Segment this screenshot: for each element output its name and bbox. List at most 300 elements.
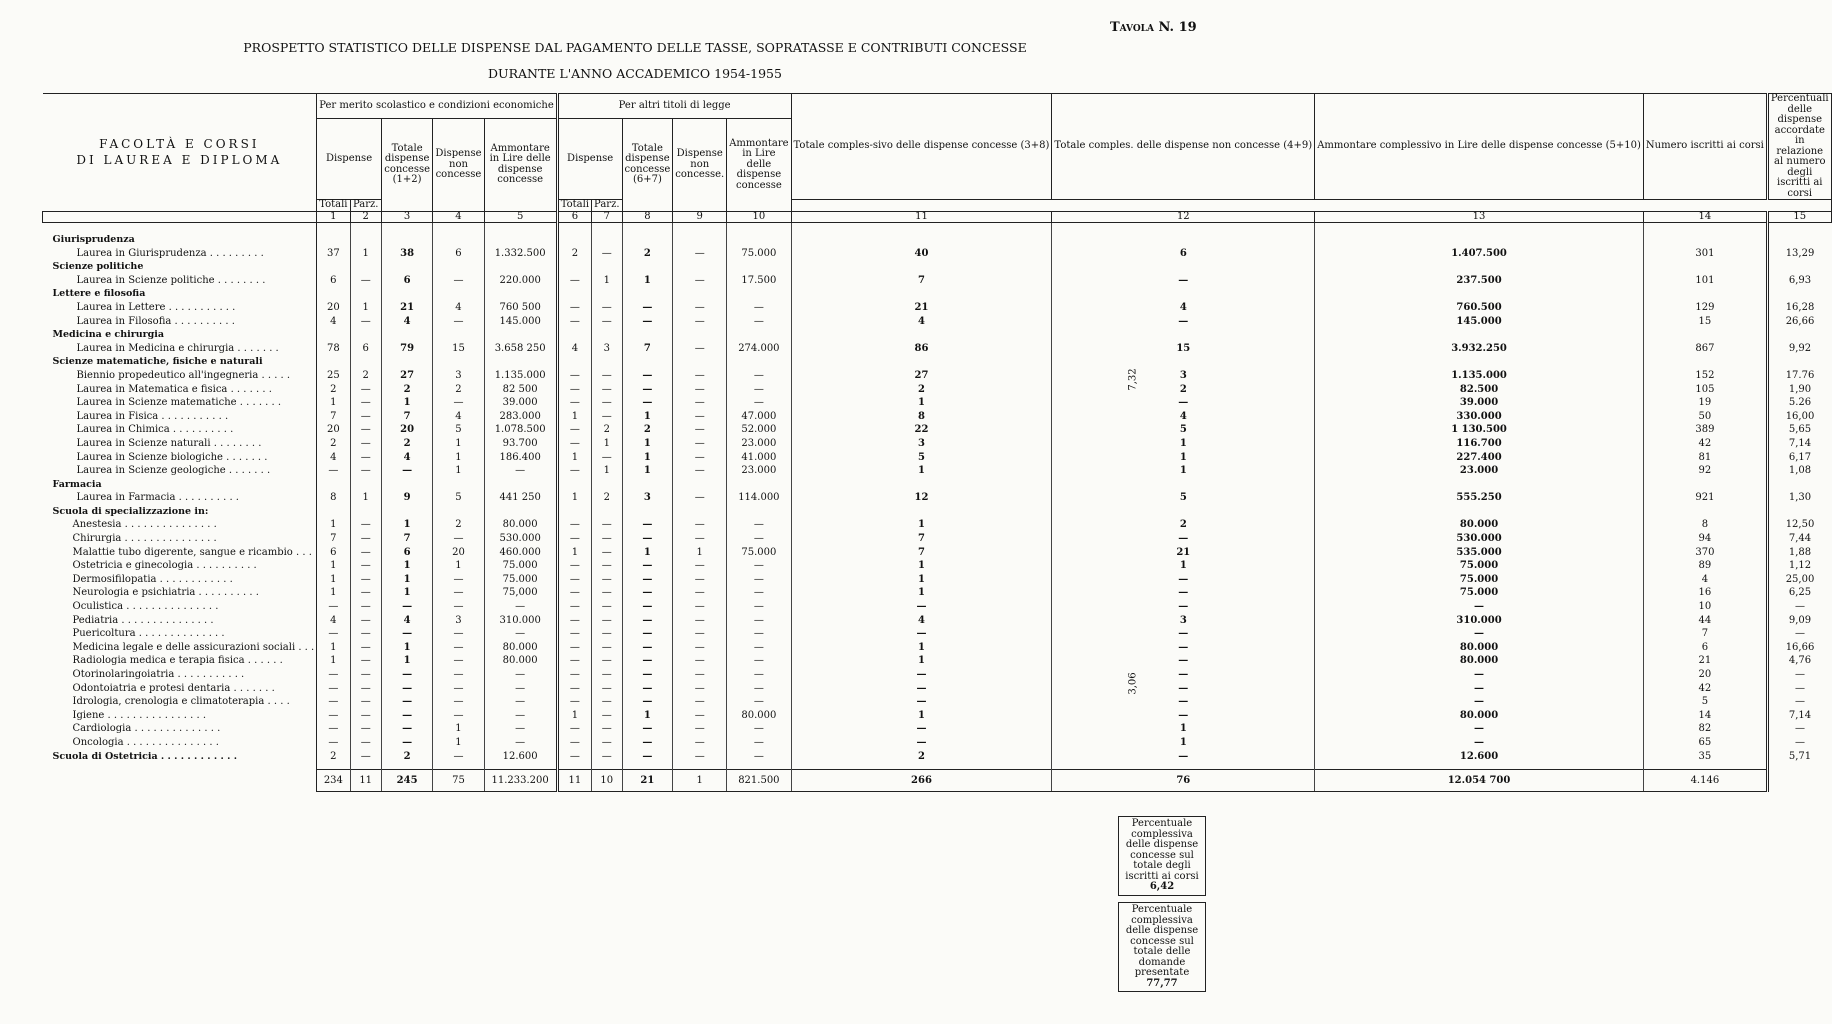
cell-col-15: 9,09	[1767, 614, 1831, 628]
cell-col-10	[727, 478, 791, 492]
cell-col-12: —	[1052, 682, 1315, 696]
cell-col-15: 5.26	[1767, 396, 1831, 410]
cell-col-1: 4	[317, 451, 350, 465]
cell-col-3: 4	[381, 315, 433, 329]
spacer-cell	[673, 223, 727, 234]
cell-col-14	[1643, 505, 1767, 519]
cell-col-5: —	[484, 709, 557, 723]
cell-col-6: 2	[557, 247, 591, 261]
cell-col-14: 21	[1643, 654, 1767, 668]
cell-col-9: —	[673, 301, 727, 315]
table-row	[43, 641, 1832, 655]
cell-col-13: 75.000	[1315, 586, 1644, 600]
cell-col-9: —	[673, 586, 727, 600]
cell-col-12	[1052, 287, 1315, 301]
cell-col-7: 2	[592, 423, 622, 437]
cell-col-14: 42	[1643, 437, 1767, 451]
cell-col-1: —	[317, 722, 350, 736]
cell-col-7: —	[592, 600, 622, 614]
cell-col-1: 1	[317, 654, 350, 668]
cell-col-1: —	[317, 736, 350, 750]
cell-col-14: 89	[1643, 559, 1767, 573]
cell-col-3: 7	[381, 410, 433, 424]
cell-col-14	[1643, 233, 1767, 247]
cell-col-15: 12,50	[1767, 518, 1831, 532]
cell-col-8: —	[622, 627, 673, 641]
totals-row	[43, 769, 1832, 792]
cell-col-11: 27	[791, 369, 1052, 383]
cell-col-2: —	[350, 315, 381, 329]
cell-col-2	[350, 287, 381, 301]
group2-side-value: 3,06	[1127, 672, 1139, 695]
cell-col-4: —	[433, 709, 484, 723]
cell-col-8: —	[622, 301, 673, 315]
cell-col-10: —	[727, 301, 791, 315]
summary-box-iscritti-value: 6,42	[1149, 881, 1175, 892]
cell-col-3	[381, 328, 433, 342]
cell-col-10	[727, 287, 791, 301]
cell-col-2	[350, 355, 381, 369]
cell-col-10: 75.000	[727, 247, 791, 261]
cell-col-4: 2	[433, 383, 484, 397]
cell-col-5	[484, 287, 557, 301]
cell-col-1: 7	[317, 410, 350, 424]
cell-col-14	[1643, 260, 1767, 274]
cell-col-2: —	[350, 736, 381, 750]
cell-col-7	[592, 505, 622, 519]
cell-col-15	[1767, 355, 1831, 369]
cell-col-2	[350, 233, 381, 247]
cell-col-10: —	[727, 750, 791, 764]
cell-col-8: 3	[622, 491, 673, 505]
cell-col-2: —	[350, 627, 381, 641]
cell-col-15: 7,14	[1767, 437, 1831, 451]
cell-col-8: —	[622, 654, 673, 668]
cell-col-3: —	[381, 709, 433, 723]
cell-col-14: 867	[1643, 342, 1767, 356]
cell-col-15	[1767, 260, 1831, 274]
cell-col-10: 17.500	[727, 274, 791, 288]
cell-col-9: —	[673, 410, 727, 424]
column-number: 7	[592, 211, 622, 223]
cell-col-11: 3	[791, 437, 1052, 451]
cell-col-3: 1	[381, 396, 433, 410]
column-number: 1	[317, 211, 350, 223]
cell-col-1: 6	[317, 546, 350, 560]
cell-col-4: —	[433, 641, 484, 655]
cell-col-8	[622, 287, 673, 301]
section-row	[43, 355, 1832, 369]
cell-col-1: 20	[317, 301, 350, 315]
cell-col-6: —	[557, 274, 591, 288]
cell-col-10: 75.000	[727, 546, 791, 560]
cell-col-15: 26,66	[1767, 315, 1831, 329]
cell-col-9	[673, 328, 727, 342]
row-name: Anestesia . . . . . . . . . . . . . . .	[43, 518, 317, 532]
table-row	[43, 722, 1832, 736]
cell-col-2: —	[350, 518, 381, 532]
cell-col-15: 5,65	[1767, 423, 1831, 437]
cell-col-12: 15	[1052, 342, 1315, 356]
cell-col-5: —	[484, 668, 557, 682]
cell-col-15: —	[1767, 722, 1831, 736]
cell-col-7: 1	[592, 437, 622, 451]
cell-col-2	[350, 328, 381, 342]
row-name: Oncologia . . . . . . . . . . . . . . .	[43, 736, 317, 750]
dispense-header: Dispense	[317, 119, 382, 200]
cell-col-5: 530.000	[484, 532, 557, 546]
cell-col-11: 12	[791, 491, 1052, 505]
cell-col-3: —	[381, 600, 433, 614]
cell-col-2: 1	[350, 301, 381, 315]
cell-col-7: 1	[592, 274, 622, 288]
cell-col-7: —	[592, 383, 622, 397]
cell-col-7: —	[592, 722, 622, 736]
cell-col-6: —	[557, 750, 591, 764]
cell-col-3: —	[381, 627, 433, 641]
parz-header: Parz.	[350, 200, 381, 212]
col10-header: Ammontare in Lire delle dispense concesse	[727, 119, 791, 212]
cell-col-11: —	[791, 722, 1052, 736]
cell-col-6: —	[557, 383, 591, 397]
total-col-6: 11	[557, 769, 591, 792]
table-row	[43, 423, 1832, 437]
table-row	[43, 369, 1832, 383]
total-col-10: 821.500	[727, 769, 791, 792]
cell-col-4: —	[433, 654, 484, 668]
cell-col-13: 75.000	[1315, 573, 1644, 587]
row-name: Laurea in Filosofia . . . . . . . . . .	[43, 315, 317, 329]
cell-col-9: —	[673, 451, 727, 465]
cell-col-14: 152	[1643, 369, 1767, 383]
section-name: Farmacia	[43, 478, 317, 492]
cell-col-11: 7	[791, 274, 1052, 288]
cell-col-4: —	[433, 682, 484, 696]
cell-col-6: —	[557, 301, 591, 315]
total-col-13: 12.054 700	[1315, 769, 1644, 792]
cell-col-12: 3	[1052, 614, 1315, 628]
cell-col-11	[791, 505, 1052, 519]
cell-col-10: 52.000	[727, 423, 791, 437]
cell-col-5: 441 250	[484, 491, 557, 505]
cell-col-5: 3.658 250	[484, 342, 557, 356]
cell-col-10: 80.000	[727, 709, 791, 723]
cell-col-2: —	[350, 586, 381, 600]
cell-col-3: —	[381, 695, 433, 709]
cell-col-4	[433, 505, 484, 519]
cell-col-5: 80.000	[484, 641, 557, 655]
total-granted-header: Totale comples-sivo delle dispense concesse (3+8)	[791, 94, 1052, 200]
cell-col-11: 7	[791, 546, 1052, 560]
cell-col-14: 14	[1643, 709, 1767, 723]
spacer-cell	[484, 223, 557, 234]
cell-col-15: 25,00	[1767, 573, 1831, 587]
cell-col-13: 80.000	[1315, 654, 1644, 668]
cell-col-2	[350, 505, 381, 519]
total-col-15	[1767, 769, 1831, 792]
cell-col-15: —	[1767, 695, 1831, 709]
dispense2-header: Dispense	[557, 119, 622, 200]
cell-col-13	[1315, 355, 1644, 369]
cell-col-5	[484, 478, 557, 492]
col4-header: Dispense non concesse	[433, 119, 484, 212]
cell-col-15: 7,14	[1767, 709, 1831, 723]
cell-col-10: 23.000	[727, 464, 791, 478]
cell-col-8: 1	[622, 451, 673, 465]
cell-col-12: —	[1052, 600, 1315, 614]
cell-col-9: —	[673, 369, 727, 383]
cell-col-2: —	[350, 383, 381, 397]
cell-col-6: —	[557, 668, 591, 682]
spacer-cell	[557, 223, 591, 234]
cell-col-8: —	[622, 668, 673, 682]
cell-col-1: 25	[317, 369, 350, 383]
cell-col-11	[791, 355, 1052, 369]
cell-col-8	[622, 233, 673, 247]
cell-col-4: 20	[433, 546, 484, 560]
group-other-header: Per altri titoli di legge	[557, 94, 791, 119]
section-name: Scienze matematiche, fisiche e naturali	[43, 355, 317, 369]
row-name: Medicina legale e delle assicurazioni sociali . . .	[43, 641, 317, 655]
cell-col-6: —	[557, 423, 591, 437]
cell-col-12	[1052, 260, 1315, 274]
cell-col-12: 5	[1052, 491, 1315, 505]
percent-header: Percentuali delle dispense accordate in relazione al numero degli iscritti ai corsi	[1767, 94, 1831, 200]
cell-col-12: 1	[1052, 722, 1315, 736]
cell-col-12: 4	[1052, 301, 1315, 315]
cell-col-3: 1	[381, 654, 433, 668]
cell-col-15: 16,66	[1767, 641, 1831, 655]
cell-col-13	[1315, 233, 1644, 247]
totali-header: Totali	[317, 200, 350, 212]
totali2-header: Totali	[557, 200, 591, 212]
cell-col-13: —	[1315, 627, 1644, 641]
cell-col-4: 3	[433, 614, 484, 628]
cell-col-2: —	[350, 532, 381, 546]
cell-col-4: —	[433, 695, 484, 709]
cell-col-6: —	[557, 315, 591, 329]
table-row	[43, 600, 1832, 614]
cell-col-5: 39.000	[484, 396, 557, 410]
cell-col-11	[791, 233, 1052, 247]
cell-col-14: 50	[1643, 410, 1767, 424]
cell-col-2: —	[350, 573, 381, 587]
cell-col-5: —	[484, 627, 557, 641]
cell-col-6: —	[557, 518, 591, 532]
colnum-blank	[43, 211, 317, 223]
cell-col-15	[1767, 478, 1831, 492]
cell-col-7: —	[592, 668, 622, 682]
cell-col-7: —	[592, 518, 622, 532]
cell-col-7: —	[592, 682, 622, 696]
cell-col-15: —	[1767, 668, 1831, 682]
cell-col-8: 7	[622, 342, 673, 356]
cell-col-5: 310.000	[484, 614, 557, 628]
colnum-spacer	[791, 200, 1831, 212]
cell-col-13: 1 130.500	[1315, 423, 1644, 437]
cell-col-13: 80.000	[1315, 709, 1644, 723]
spacer-cell	[592, 223, 622, 234]
row-name: Odontoiatria e protesi dentaria . . . . . . .	[43, 682, 317, 696]
cell-col-8: —	[622, 614, 673, 628]
summary-box-iscritti-text: Percentuale complessiva delle dispense concesse sul totale degli iscritti ai corsi	[1125, 818, 1199, 882]
cell-col-7: —	[592, 396, 622, 410]
cell-col-8: —	[622, 532, 673, 546]
cell-col-9: —	[673, 423, 727, 437]
cell-col-6: —	[557, 369, 591, 383]
total-col-5: 11.233.200	[484, 769, 557, 792]
cell-col-14: 35	[1643, 750, 1767, 764]
cell-col-3: 9	[381, 491, 433, 505]
cell-col-11: 1	[791, 559, 1052, 573]
cell-col-1: 4	[317, 315, 350, 329]
cell-col-7	[592, 478, 622, 492]
cell-col-9: —	[673, 573, 727, 587]
row-name: Ostetricia e ginecologia . . . . . . . . . .	[43, 559, 317, 573]
cell-col-12: —	[1052, 315, 1315, 329]
cell-col-10: —	[727, 736, 791, 750]
cell-col-12	[1052, 505, 1315, 519]
cell-col-2: —	[350, 654, 381, 668]
cell-col-15: 13,29	[1767, 247, 1831, 261]
cell-col-5: —	[484, 736, 557, 750]
cell-col-2: —	[350, 600, 381, 614]
cell-col-6: —	[557, 396, 591, 410]
summary-box-domande-value: 77,77	[1146, 977, 1178, 989]
section-row	[43, 233, 1832, 247]
cell-col-1: —	[317, 464, 350, 478]
cell-col-8: 2	[622, 247, 673, 261]
cell-col-15	[1767, 328, 1831, 342]
cell-col-3: —	[381, 682, 433, 696]
cell-col-3: 6	[381, 546, 433, 560]
cell-col-12: —	[1052, 627, 1315, 641]
cell-col-6	[557, 355, 591, 369]
cell-col-14: 44	[1643, 614, 1767, 628]
cell-col-12: 6	[1052, 247, 1315, 261]
cell-col-14: 105	[1643, 383, 1767, 397]
cell-col-2: —	[350, 437, 381, 451]
cell-col-11: 1	[791, 654, 1052, 668]
total-col-14: 4.146	[1643, 769, 1767, 792]
cell-col-5: 12.600	[484, 750, 557, 764]
cell-col-12: —	[1052, 695, 1315, 709]
row-name: Dermosifilopatia . . . . . . . . . . . .	[43, 573, 317, 587]
cell-col-7: 3	[592, 342, 622, 356]
cell-col-15: 1,88	[1767, 546, 1831, 560]
column-number: 13	[1315, 211, 1644, 223]
section-name: Scienze politiche	[43, 260, 317, 274]
table-row	[43, 315, 1832, 329]
cell-col-14: 370	[1643, 546, 1767, 560]
table-row	[43, 464, 1832, 478]
faculty-header-line1: FACOLTÀ E CORSI	[99, 137, 260, 152]
cell-col-10: —	[727, 722, 791, 736]
cell-col-4	[433, 233, 484, 247]
cell-col-2: —	[350, 722, 381, 736]
cell-col-6: —	[557, 586, 591, 600]
cell-col-3	[381, 505, 433, 519]
cell-col-6: —	[557, 437, 591, 451]
cell-col-2: 1	[350, 247, 381, 261]
column-number: 14	[1643, 211, 1767, 223]
cell-col-13: 530.000	[1315, 532, 1644, 546]
cell-col-6: 4	[557, 342, 591, 356]
cell-col-1: 4	[317, 614, 350, 628]
cell-col-10: —	[727, 654, 791, 668]
cell-col-12: 3	[1052, 369, 1315, 383]
cell-col-8: —	[622, 736, 673, 750]
cell-col-5: 1.332.500	[484, 247, 557, 261]
cell-col-7: —	[592, 546, 622, 560]
parz2-header: Parz.	[592, 200, 622, 212]
cell-col-1: —	[317, 668, 350, 682]
table-row	[43, 627, 1832, 641]
cell-col-6	[557, 233, 591, 247]
cell-col-10: 41.000	[727, 451, 791, 465]
cell-col-13: 555.250	[1315, 491, 1644, 505]
table-body	[43, 223, 1832, 792]
cell-col-8: —	[622, 641, 673, 655]
cell-col-5: —	[484, 464, 557, 478]
cell-col-5: 460.000	[484, 546, 557, 560]
row-name: Laurea in Chimica . . . . . . . . . .	[43, 423, 317, 437]
cell-col-8: —	[622, 750, 673, 764]
cell-col-12	[1052, 328, 1315, 342]
table-row	[43, 546, 1832, 560]
cell-col-6	[557, 287, 591, 301]
cell-col-1: —	[317, 682, 350, 696]
cell-col-12: —	[1052, 274, 1315, 288]
cell-col-8: —	[622, 695, 673, 709]
cell-col-6: —	[557, 600, 591, 614]
cell-col-5: 80.000	[484, 654, 557, 668]
cell-col-9: —	[673, 532, 727, 546]
cell-col-15: 16,28	[1767, 301, 1831, 315]
section-row	[43, 478, 1832, 492]
cell-col-15: 1,12	[1767, 559, 1831, 573]
row-name: Biennio propedeutico all'ingegneria . . . . .	[43, 369, 317, 383]
cell-col-4: —	[433, 573, 484, 587]
row-name: Malattie tubo digerente, sangue e ricambio . . .	[43, 546, 317, 560]
cell-col-3: —	[381, 464, 433, 478]
cell-col-1: —	[317, 600, 350, 614]
cell-col-6: —	[557, 627, 591, 641]
cell-col-14: 65	[1643, 736, 1767, 750]
cell-col-9: —	[673, 383, 727, 397]
cell-col-14: 129	[1643, 301, 1767, 315]
cell-col-15: 1,90	[1767, 383, 1831, 397]
cell-col-2	[350, 260, 381, 274]
cell-col-11: —	[791, 600, 1052, 614]
cell-col-4: —	[433, 627, 484, 641]
cell-col-3: 4	[381, 614, 433, 628]
cell-col-3: 1	[381, 586, 433, 600]
cell-col-8	[622, 505, 673, 519]
cell-col-4: 1	[433, 736, 484, 750]
cell-col-7: —	[592, 451, 622, 465]
cell-col-7	[592, 287, 622, 301]
cell-col-3: 38	[381, 247, 433, 261]
col3-header: Totale dispense concesse (1+2)	[381, 119, 433, 212]
cell-col-11: —	[791, 695, 1052, 709]
total-col-3: 245	[381, 769, 433, 792]
table-row	[43, 491, 1832, 505]
statistics-table	[42, 93, 1832, 792]
cell-col-3: —	[381, 736, 433, 750]
cell-col-6: —	[557, 722, 591, 736]
cell-col-14: 82	[1643, 722, 1767, 736]
